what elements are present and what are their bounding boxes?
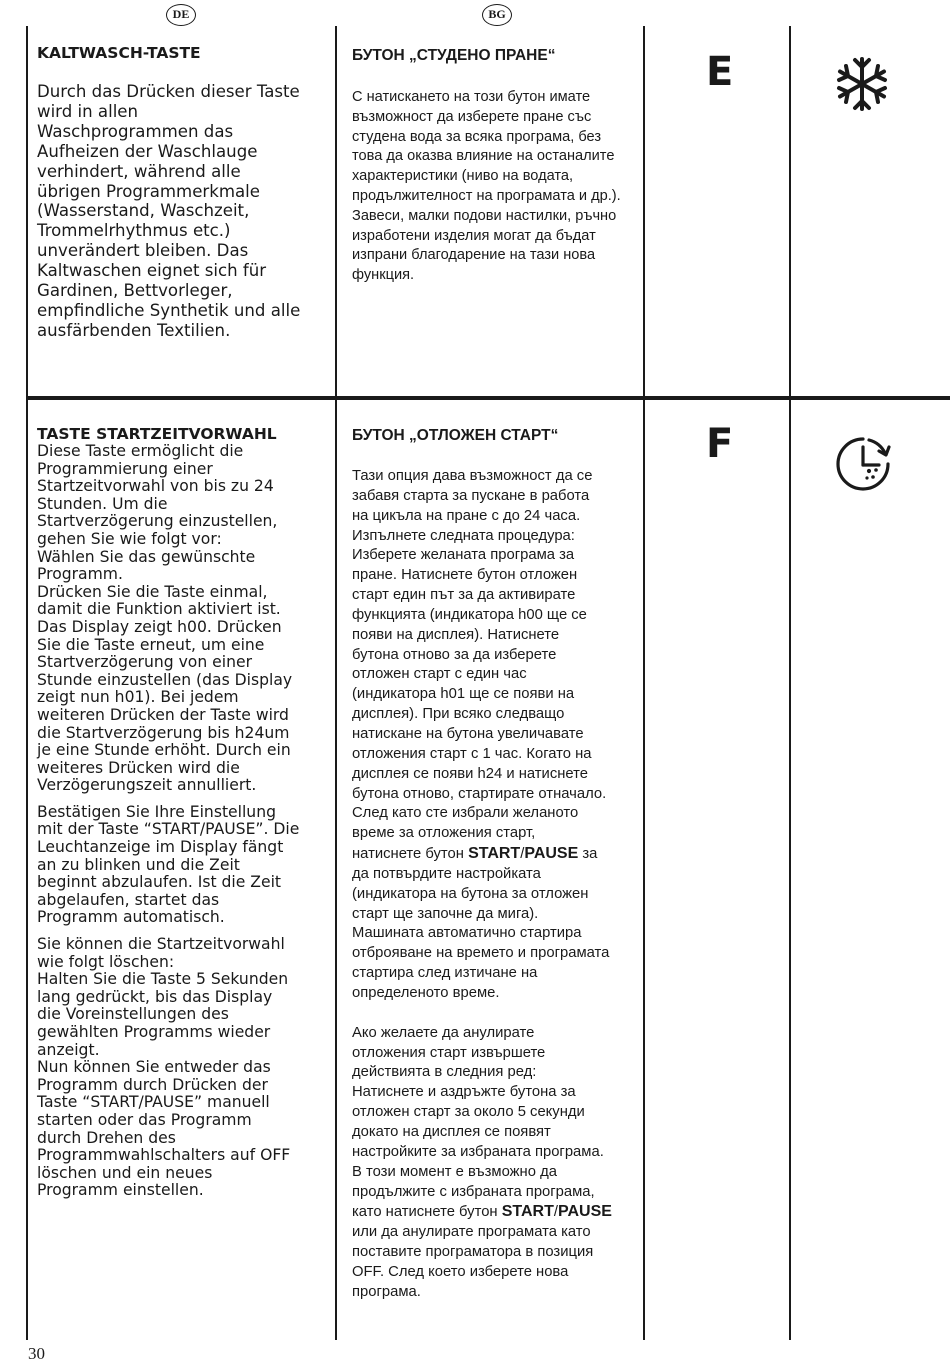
de-text-line: lang gedrückt, bis das Display [37, 987, 273, 1006]
bg-text-line-start-pause [352, 844, 642, 865]
de-text-line: die Startverzögerung bis h24um [37, 723, 290, 742]
de-text-line: Programm durch Drücken der [37, 1075, 268, 1094]
de-text-line: ausfärbenden Textilien. [37, 320, 231, 340]
bg-text-line: отложения старт извършете [352, 1044, 546, 1061]
de-text-line: durch Drehen des [37, 1128, 176, 1147]
bg-text-line: време за отложения старт, [352, 825, 536, 842]
bg-text-line: OFF. След което изберете нова [352, 1263, 569, 1280]
bg-text-line: отложен старт с един час [352, 666, 527, 683]
pause-label: PAUSE [524, 845, 579, 863]
key-letter-e: E [706, 49, 734, 95]
bg-text-line: (индикатора h01 ще се появи на [352, 686, 575, 703]
bg-text-line: натискане на бутона увеличавате [352, 725, 584, 742]
de-text-line: Taste “START/PAUSE” manuell [37, 1093, 270, 1112]
de-text-line: empfindliche Synthetik und alle [37, 300, 301, 320]
de-text-line: Durch das Drücken dieser Taste [37, 82, 300, 101]
bg-text-fragment: натиснете бутон [352, 846, 469, 863]
de-text-line: wird in allen [37, 101, 139, 121]
de-heading-cold-wash: KALTWASCH-TASTE [37, 44, 201, 62]
de-text-line: Das Display zeigt h00. Drücken [37, 617, 282, 636]
de-text-line: Startverzögerung von einer [37, 653, 253, 672]
de-text-line: löschen und ein neues [37, 1163, 213, 1182]
column-divider-3 [643, 26, 645, 1340]
bg-text-line: дисплея се появи h24 и натиснете [352, 765, 588, 782]
bg-text-line: дисплея). При всяко следващо [352, 706, 565, 723]
de-text-line: Leuchtanzeige im Display fängt [37, 838, 284, 857]
de-text-line: Nun können Sie entweder das [37, 1058, 271, 1077]
de-text-line: Programm einstellen. [37, 1181, 204, 1200]
de-text-line: Programmwahlschalters auf OFF [37, 1146, 291, 1165]
bg-text-line: След като сте избрали желаното [352, 805, 579, 822]
de-text-line: (Wasserstand, Waschzeit, [37, 201, 250, 221]
bg-text-line: старт ще започне да мига). [352, 905, 539, 922]
bg-text-line: възможност да изберете пране със [352, 108, 592, 125]
de-section-delay-start [37, 425, 332, 1200]
bg-heading-cold-wash: БУТОН „СТУДЕНО ПРАНЕ“ [352, 47, 556, 64]
de-text-line: Bestätigen Sie Ihre Einstellung [37, 802, 276, 821]
bg-text-line: Завеси, малки подови настилки, ръчно [352, 207, 617, 224]
de-text-line: gehen Sie wie folgt vor: [37, 529, 222, 548]
bg-text-line: поставите програматора в позиция [352, 1244, 594, 1261]
start-label: START [468, 845, 521, 863]
de-text-line: an zu blinken und die Zeit [37, 855, 240, 874]
snowflake-icon [832, 54, 892, 114]
bg-text-line: да потвърдите настройката [352, 865, 541, 882]
slash-separator: / [553, 1204, 558, 1221]
bg-section-delay-start [352, 427, 642, 1303]
de-text-line: verhindert, während alle [37, 161, 241, 181]
pause-label: PAUSE [557, 1203, 612, 1221]
de-text-line: Aufheizen der Waschlauge [37, 141, 258, 161]
bg-text-line: действията в следния ред: [352, 1064, 537, 1081]
de-text-line: Waschprogrammen das [37, 121, 234, 141]
bg-text-line: характеристики (ниво на водата, [352, 168, 574, 185]
bg-text-line: програма. [352, 1283, 421, 1300]
slash-separator: / [520, 846, 525, 863]
bg-text-line: това да оказва влияние на останалите [352, 148, 615, 165]
de-text-line: Programmierung einer [37, 459, 213, 478]
bg-text-line: пране. Натиснете бутон отложен [352, 567, 578, 584]
bg-text-line: Ако желаете да анулирате [352, 1024, 535, 1041]
section-divider [26, 396, 950, 400]
de-text-line: Drücken Sie die Taste einmal, [37, 582, 268, 601]
bg-text-line: продължителност на програмата и др.). [352, 187, 621, 204]
bg-text-line: Машината автоматично стартира [352, 925, 582, 942]
bg-text-line: стартира след изтичане на [352, 965, 538, 982]
de-text-line: Programm automatisch. [37, 908, 225, 927]
de-text-line: Halten Sie die Taste 5 Sekunden [37, 970, 289, 989]
de-text-line: anzeigt. [37, 1040, 100, 1059]
de-text-line: Verzögerungszeit annulliert. [37, 776, 257, 795]
bg-text-line: Изпълнете следната процедура: [352, 527, 575, 544]
bg-text-line: студена вода за всяка програма, без [352, 128, 602, 145]
de-text-line: zeigt nun h01). Bei jedem [37, 688, 239, 707]
timer-clock-icon [834, 434, 894, 494]
de-text-line: Sie können die Startzeitvorwahl [37, 935, 285, 954]
bg-text-line: функцията (индикатора h00 ще се [352, 606, 587, 623]
bg-text-line: на цикъла на пране с до 24 часа. [352, 507, 581, 524]
bg-text-line: появи на дисплея). Натиснете [352, 626, 560, 643]
bg-text-line: Изберете желаната програма за [352, 547, 575, 564]
de-text-line: übrigen Programmerkmale [37, 181, 260, 201]
page-number: 30 [28, 1344, 45, 1363]
de-text-line: Stunde einzustellen (das Display [37, 670, 293, 689]
bg-section-cold-wash [352, 47, 642, 286]
start-label: START [501, 1203, 554, 1221]
bg-text-line: Натиснете и аздръжте бутона за [352, 1084, 576, 1101]
de-section-cold-wash [37, 44, 332, 341]
de-text-line: gewählten Programms wieder [37, 1023, 271, 1041]
de-text-line: abgelaufen, startet das [37, 890, 220, 909]
bg-text-line: (индикатора на бутона за отложен [352, 885, 589, 902]
bg-text-line: Тази опция дава възможност да се [352, 468, 593, 484]
bg-text-line: забавя старта за пускане в работа [352, 487, 590, 504]
de-text-line: Gardinen, Bettvorleger, [37, 281, 233, 301]
de-text-line: weiteren Drücken der Taste wird [37, 705, 289, 724]
de-text-line: weiteres Drücken wird die [37, 758, 240, 777]
de-text-line: Stunden. Um die [37, 494, 168, 513]
bg-text-line: бутона отново за да изберете [352, 646, 557, 663]
de-text-line: Kaltwaschen eignet sich für [37, 261, 267, 281]
bg-text-fragment: за [578, 846, 598, 863]
de-text-line: beginnt abzulaufen. Ist die Zeit [37, 873, 282, 892]
bg-text-line: С натискането на този бутон имате [352, 89, 591, 105]
language-badge-bg: BG [482, 4, 512, 26]
de-text-line: Startzeitvorwahl von bis zu 24 [37, 477, 274, 496]
bg-text-line: функция. [352, 267, 415, 284]
de-text-line: Trommelrhythmus etc.) [37, 221, 231, 241]
bg-text-line: изпрани благодарение на тази нова [352, 247, 596, 264]
bg-text-line: В този момент е възможно да [352, 1163, 557, 1180]
column-divider-1 [26, 26, 28, 1340]
column-divider-4 [789, 26, 791, 1340]
de-text-line: die Voreinstellungen des [37, 1005, 229, 1024]
de-text-line: Wählen Sie das gewünschte [37, 547, 256, 566]
key-letter-f: F [706, 421, 734, 467]
bg-text-line: или да анулирате програмата като [352, 1224, 591, 1241]
de-heading-delay-start: TASTE STARTZEITVORWAHL [37, 425, 277, 443]
de-text-line: wie folgt löschen: [37, 952, 175, 971]
de-text-line: starten oder das Programm [37, 1110, 252, 1129]
de-text-line: Diese Taste ermöglicht die [37, 442, 244, 460]
language-badge-de: DE [166, 4, 196, 26]
bg-text-line-start-pause [352, 1202, 642, 1223]
bg-text-line: отложения старт с 1 час. Когато на [352, 745, 592, 762]
bg-text-line: определеното време. [352, 984, 500, 1001]
bg-text-line: докато на дисплея се появят [352, 1124, 551, 1140]
bg-heading-delay-start: БУТОН „ОТЛОЖЕН СТАРТ“ [352, 427, 559, 444]
de-text-line: Sie die Taste erneut, um eine [37, 635, 265, 654]
de-text-line: mit der Taste “START/PAUSE”. Die [37, 820, 300, 839]
de-text-line: unverändert bleiben. Das [37, 241, 249, 261]
column-divider-2 [335, 26, 337, 1340]
de-text-line: Startverzögerung einzustellen, [37, 512, 278, 531]
bg-text-line: бутона отново, стартирате отначало. [352, 785, 607, 802]
bg-text-fragment: като натиснете бутон [352, 1204, 502, 1221]
bg-text-line: отложен старт за около 5 секунди [352, 1104, 585, 1121]
bg-text-line: настройките за избраната програма. [352, 1143, 604, 1160]
bg-text-line: изработени изделия могат да бъдат [352, 227, 596, 244]
de-text-line: damit die Funktion aktiviert ist. [37, 600, 281, 619]
bg-text-line: продължите с избраната програма, [352, 1183, 595, 1200]
bg-text-line: отброяване на времето и програмата [352, 945, 610, 962]
de-text-line: Programm. [37, 565, 123, 584]
bg-text-line: старт един път за да активирате [352, 587, 576, 604]
de-text-line: je eine Stunde erhöht. Durch ein [37, 741, 291, 760]
